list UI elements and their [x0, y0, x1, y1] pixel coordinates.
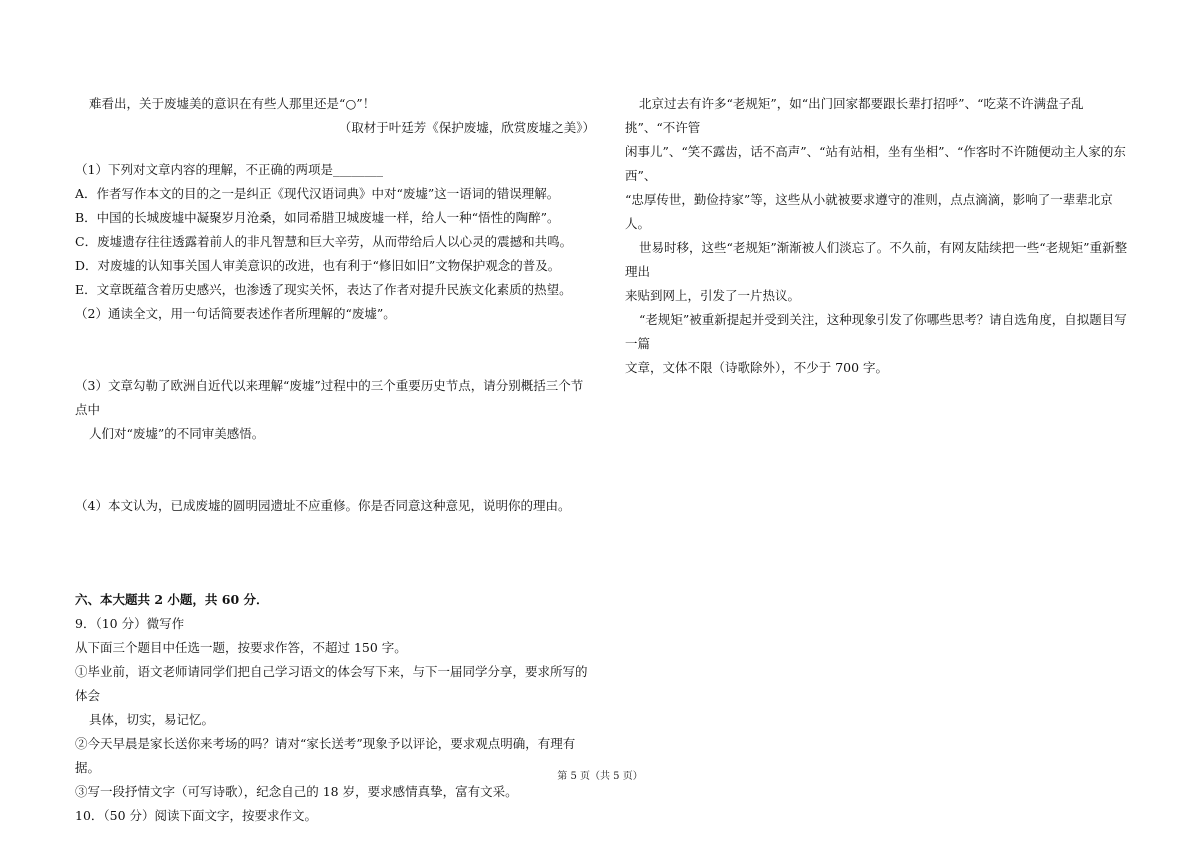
section-6-heading: 六、本大题共 2 小题，共 60 分．	[75, 592, 269, 607]
question-1: （1）下列对文章内容的理解，不正确的两项是________	[75, 162, 383, 177]
option-a: A．作者写作本文的目的之一是纠正《现代汉语词典》中对“废墟”这一语词的错误理解。	[75, 186, 560, 201]
question-9-option-1-line-2: 具体，切实，易记忆。	[89, 712, 215, 727]
option-e: E．文章既蕴含着历史感兴，也渗透了现实关怀，表达了作者对提升民族文化素质的热望。	[75, 282, 572, 297]
page-number-footer: 第 5 页（共 5 页）	[557, 771, 643, 782]
question-4: （4）本文认为，已成废墟的圆明园遗址不应重修。你是否同意这种意见，说明你的理由。	[75, 498, 571, 513]
question-9-instructions: 从下面三个题目中任选一题，按要求作答，不超过 150 字。	[75, 640, 407, 655]
option-b: B．中国的长城废墟中凝聚岁月沧桑，如同希腊卫城废墟一样，给人一种“悟性的陶醉”。	[75, 210, 560, 225]
essay-para-3-line-1: “老规矩”被重新提起并受到关注，这种现象引发了你哪些思考？请自选角度，自拟题目写一篇	[625, 312, 1127, 351]
option-c: C．废墟遗存往往透露着前人的非凡智慧和巨大辛劳，从而带给后人以心灵的震撼和共鸣。	[75, 234, 573, 249]
question-9-option-2: ②今天早晨是家长送你来考场的吗？请对“家长送考”现象予以评论，要求观点明确，有理有据。	[75, 736, 576, 775]
essay-para-1-line-3: “忠厚传世，勤俭持家”等，这些从小就被要求遵守的准则，点点滴滴，影响了一辈辈北京人。	[625, 192, 1113, 231]
question-9: 9．（10 分）微写作	[75, 616, 185, 631]
essay-para-2-line-2: 来贴到网上，引发了一片热议。	[625, 288, 801, 303]
essay-para-1-line-1: 北京过去有许多“老规矩”，如“出门回家都要跟长辈打招呼”、“吃菜不许满盘子乱挑”、“不许管	[625, 96, 1084, 135]
intro-line: 难看出，关于废墟美的意识在有些人那里还是“○”！	[89, 96, 376, 111]
right-column	[625, 92, 1130, 380]
question-9-option-1-line-1: ①毕业前，语文老师请同学们把自己学习语文的体会写下来，与下一届同学分享，要求所写的体会	[75, 664, 588, 703]
question-10: 10．（50 分）阅读下面文字，按要求作文。	[75, 808, 318, 823]
essay-para-1-line-2: 闲事儿”、“笑不露齿，话不高声”、“站有站相，坐有坐相”、“作客时不许随便动主人家的东西”、	[625, 144, 1126, 183]
essay-para-3-line-2: 文章，文体不限（诗歌除外），不少于 700 字。	[625, 360, 889, 375]
question-9-option-3: ③写一段抒情文字（可写诗歌），纪念自己的 18 岁，要求感情真挚，富有文采。	[75, 784, 518, 799]
source-citation: （取材于叶廷芳《保护废墟，欣赏废墟之美》）	[338, 120, 595, 135]
essay-para-2-line-1: 世易时移，这些“老规矩”渐渐被人们淡忘了。不久前，有网友陆续把一些“老规矩”重新整理出	[625, 240, 1128, 279]
question-3-line-2: 人们对“废墟”的不同审美感悟。	[89, 426, 265, 441]
left-column	[75, 92, 595, 828]
question-2: （2）通读全文，用一句话简要表述作者所理解的“废墟”。	[75, 306, 396, 321]
option-d: D．对废墟的认知事关国人审美意识的改进，也有利于“修旧如旧”文物保护观念的普及。	[75, 258, 561, 273]
question-3-line-1: （3）文章勾勒了欧洲自近代以来理解“废墟”过程中的三个重要历史节点，请分别概括三个节点中	[75, 378, 584, 417]
